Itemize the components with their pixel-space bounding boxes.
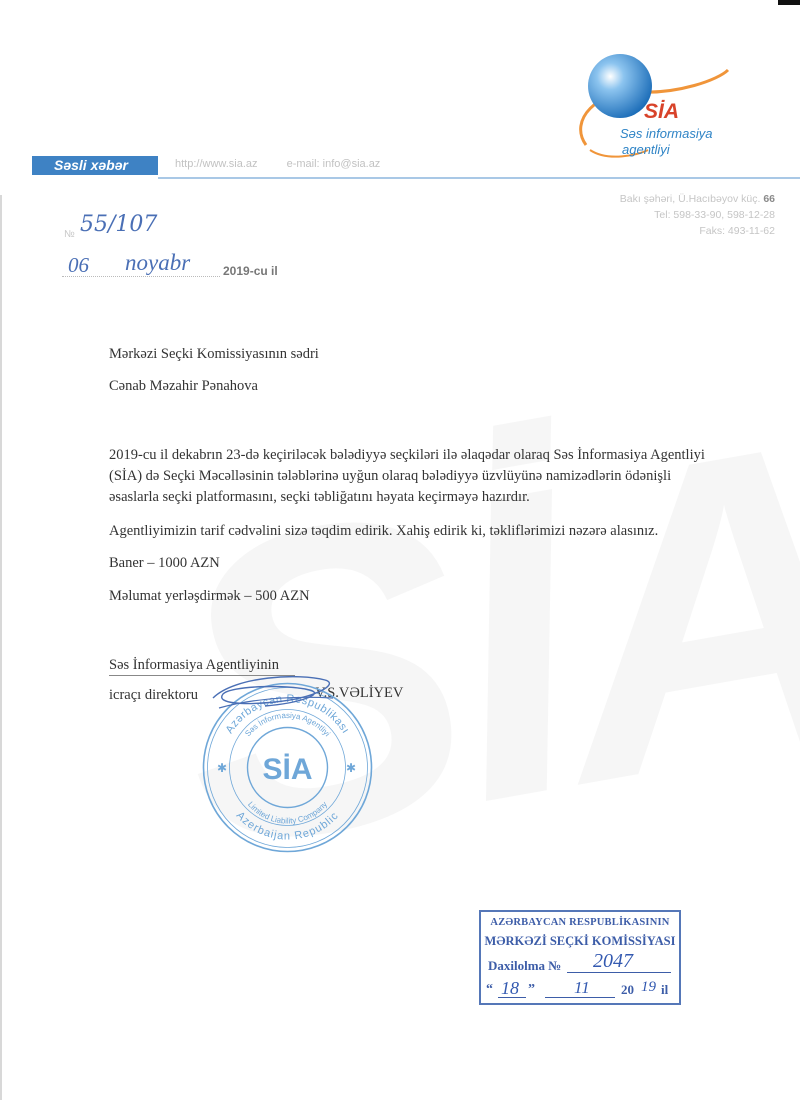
seal-center: SİA: [262, 753, 313, 786]
seal-outer-bottom: Azerbaijan Republic: [233, 809, 342, 843]
handwritten-signature: [205, 668, 355, 728]
seal-outer-top: Azərbaycan Respublikası: [223, 692, 352, 736]
price-item-banner: Baner – 1000 AZN: [109, 555, 220, 571]
logo-subtitle-line2: agentliyi: [622, 142, 670, 157]
stamp-day: 18: [501, 978, 519, 998]
stamp-reg-label: Daxilolma №: [488, 958, 562, 973]
address-phone: Tel: 598-33-90, 598-12-28: [654, 209, 775, 221]
header-email: e-mail: info@sia.az: [286, 158, 381, 170]
price-item-info: Məlumat yerləşdirmək – 500 AZN: [109, 588, 310, 604]
date-month: noyabr: [125, 250, 191, 275]
scan-mark: [778, 0, 800, 5]
logo-subtitle-line1: Səs informasiya: [620, 126, 713, 141]
stamp-reg-value: 2047: [593, 950, 633, 972]
seal-star-left-icon: ✱: [217, 761, 228, 775]
stamp-quote-close: ”: [528, 982, 535, 997]
stamp-line1: AZƏRBAYCAN RESPUBLİKASININ: [490, 917, 670, 928]
addressee-title: Mərkəzi Seçki Komissiyasının sədri: [109, 346, 319, 362]
stamp-line2: MƏRKƏZİ SEÇKİ KOMİSSİYASI: [484, 934, 676, 948]
addressee-name: Cənab Məzahir Pənahova: [109, 378, 258, 394]
date-day: 06: [68, 253, 89, 277]
stamp-year-suffix: il: [661, 982, 669, 997]
seal-star-right-icon: ✱: [346, 761, 357, 775]
header-contact: [175, 158, 406, 170]
svg-text:Azerbaijan Republic: [234, 809, 342, 842]
seal-inner-bottom: Limited Liability Company: [246, 799, 329, 826]
signature-position: icraçı direktoru: [109, 687, 198, 703]
address-number: 66: [763, 193, 775, 205]
address-fax: Faks: 493-11-62: [699, 225, 775, 237]
ref-number: 55/107: [80, 212, 158, 237]
registration-stamp: [479, 910, 681, 1005]
signature-org: Səs İnformasiya Agentliyinin: [109, 657, 279, 673]
letter-paragraph-2: Agentliyimizin tarif cədvəlini sizə təqdim edirik. Xahiş edirik ki, təkliflərimizi nəzərə alasınız.: [109, 523, 659, 539]
logo-subtitle: [620, 126, 712, 158]
stamp-year-value: 19: [641, 979, 656, 995]
scan-edge: [0, 195, 2, 1100]
svg-text:Limited Liability Company: [246, 800, 329, 826]
address-line1: Bakı şəhəri, Ü.Hacıbəyov küç.: [619, 193, 761, 205]
header-rule: [158, 177, 800, 179]
stamp-quote-open: “: [486, 982, 493, 997]
logo-name: SİA: [644, 100, 680, 123]
header-website: http://www.sia.az: [175, 158, 258, 170]
stamp-month: 11: [574, 978, 590, 997]
seal-inner-top: Səs İnformasiya Agentliyi: [243, 710, 332, 739]
address-block: [620, 191, 775, 239]
signatory-name: V.S.VƏLİYEV: [315, 685, 404, 701]
ref-label: №: [64, 229, 75, 240]
stamp-year-prefix: 20: [621, 982, 634, 997]
header-band: Səsli xəbər: [32, 156, 158, 175]
date-year: 2019-cu il: [223, 264, 278, 278]
letter-paragraph-1: 2019-cu il dekabrın 23-də keçiriləcək bələdiyyə seçkiləri ilə əlaqədar olaraq Səs İnformasiya Agentliyi (SİA) də Seçki Məcəlləsinin tələblərinə uyğun olaraq bələdiyyə üzvlüyünə namizədlərin ödənişli əsaslarla seçki platformasını, seçki təbliğatını həyata keçirməyə hazırdır.: [109, 447, 705, 505]
